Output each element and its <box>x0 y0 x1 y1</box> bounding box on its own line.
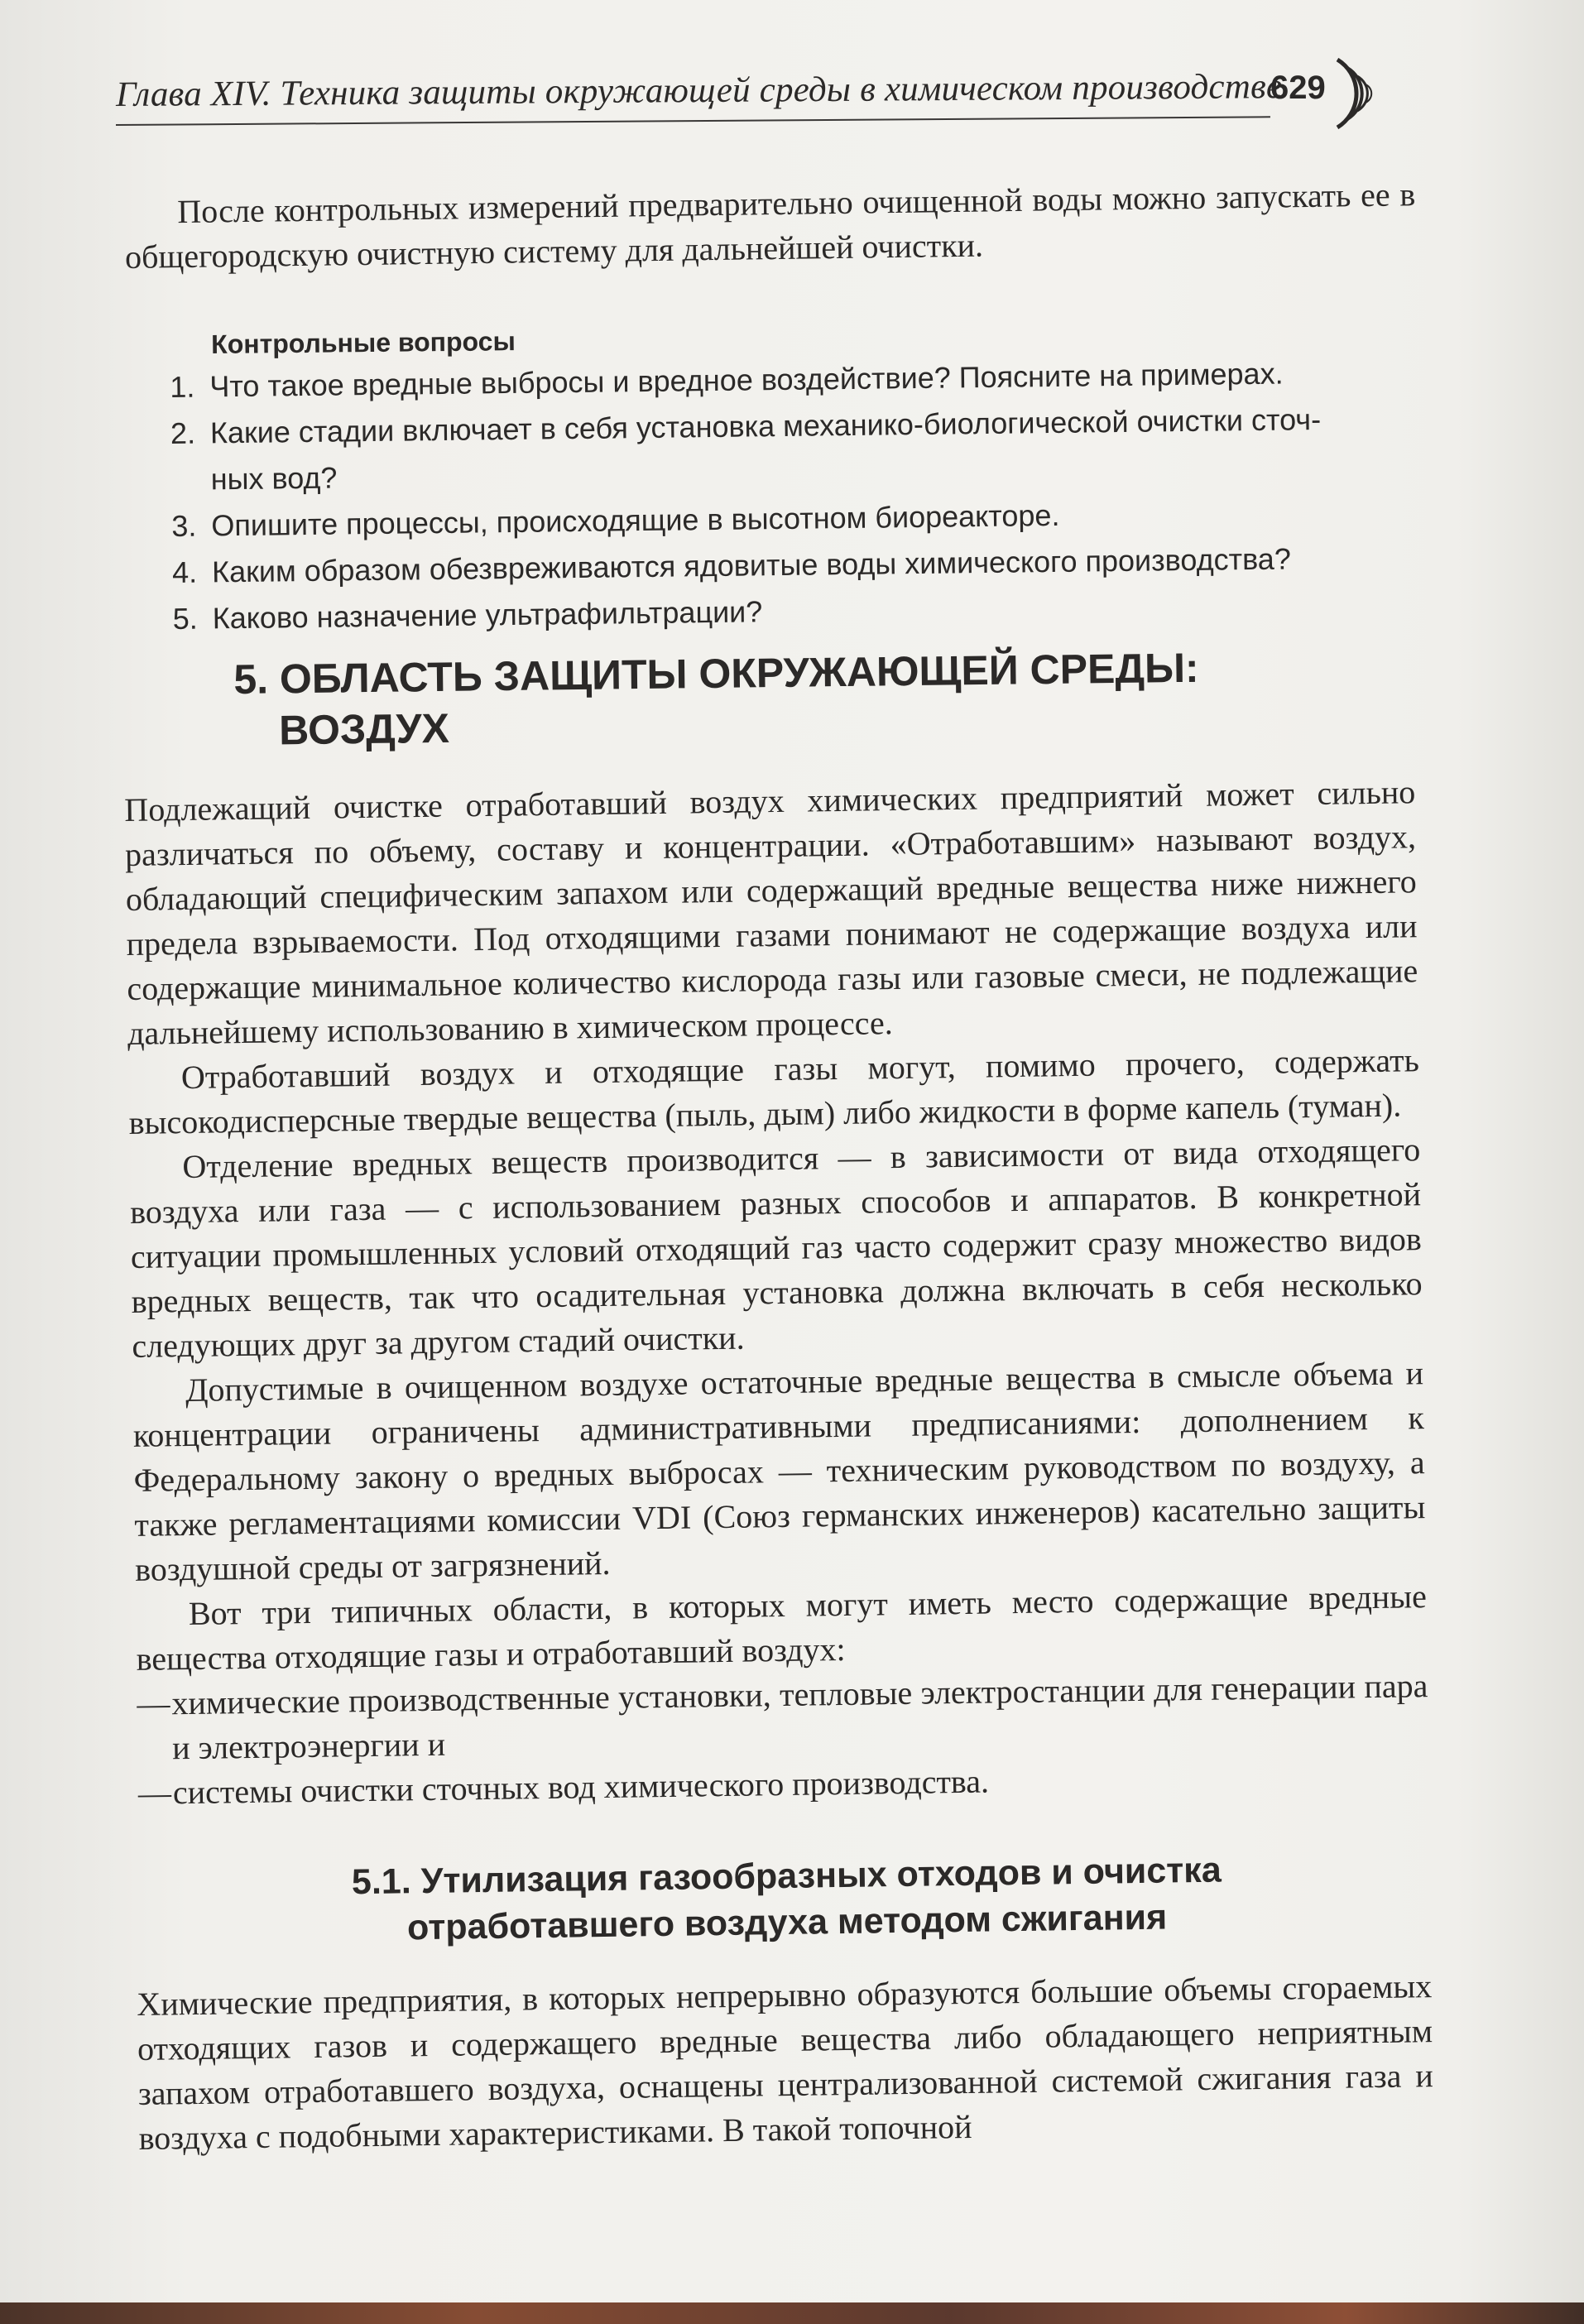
section-title <box>233 639 1426 756</box>
question-number: 1. <box>170 369 195 404</box>
question-text: Каково назначение ультрафильтрации? <box>212 594 763 636</box>
page-header <box>116 48 1390 139</box>
section-title-line2: ВОЗДУХ <box>278 704 450 754</box>
dash-item-text: системы очистки сточных вод химического производства. <box>172 1762 990 1812</box>
intro-text <box>124 172 1416 280</box>
question-text: Какие стадии включает в себя установка механико-биологической очистки сточ- <box>209 402 1322 450</box>
section-body <box>124 770 1429 1816</box>
body-paragraph: Вот три типичных области, в которых могут иметь место содержащие вредные вещества отходящие газы и отработавший воздух: <box>136 1577 1428 1678</box>
question-text: Опишите процессы, происходящие в высотном биореакторе. <box>211 497 1060 543</box>
subsection-title <box>248 1846 1325 1953</box>
dash-item-text: химические производственные установки, тепловые электростанции для генерации пара и электроэнергии и <box>171 1667 1428 1767</box>
control-questions-title: Контрольные вопросы <box>211 326 516 359</box>
control-questions-list <box>170 349 1394 642</box>
question-number: 2. <box>170 415 196 450</box>
section-title-line1: 5. ОБЛАСТЬ ЗАЩИТЫ ОКРУЖАЮЩЕЙ СРЕДЫ: <box>233 644 1199 703</box>
running-head: Глава XIV. Техника защиты окружающей среды в химическом производстве <box>115 67 1283 114</box>
question-text: Каким образом обезвреживаются ядовитые воды химического производства? <box>211 541 1292 589</box>
dash-marker: — <box>137 1774 172 1812</box>
body-paragraph: Отделение вредных веществ производится — в зависимости от вида отходящего воздуха или газа — с использованием разных способов и аппаратов. В конкретной ситуации промышленных условий отходящий газ часто содержит сразу множество видов вредных веществ, так что осадительная установка должна включать в себя несколько следующих друг за другом стадий очистки. <box>129 1131 1423 1365</box>
question-number: 3. <box>171 508 197 543</box>
subsection-title-line1: 5.1. Утилизация газообразных отходов и очистка <box>351 1850 1222 1903</box>
question-text-continuation: ных вод? <box>210 460 338 497</box>
body-paragraph: Подлежащий очистке отработавший воздух химических предприятий может сильно различаться по объему, составу и концентрации. «Отработавшим» называют воздух, обладающий специфическим запахом или содержащий вредные вещества ниже нижнего предела взрываемости. Под отходящими газами понимают не содержащие воздуха или содержащие минимальное количество кислорода газы или газовые смеси, не подлежащие дальнейшему использованию в химическом процессе. <box>124 773 1418 1052</box>
dash-marker: — <box>137 1684 170 1722</box>
subsection-paragraph: Химические предприятия, в которых непрерывно образуются большие объемы сгораемых отходящих газов и содержащего вредные вещества либо обладающего неприятным запахом отработавшего воздуха, оснащены централизованной системой сжигания газа и воздуха с подобными характеристиками. В такой топочной <box>137 1967 1434 2157</box>
question-number: 5. <box>172 601 199 636</box>
body-paragraph: Допустимые в очищенном воздухе остаточные вредные вещества в смысле объема и концентрации ограничены административными предписаниями: дополнением к Федеральному закону о вредных выбросах — техническим руководством по воздуху, а также регламентациями комиссии VDI (Союз германских инженеров) касательно защиты воздушной среды от загрязнений. <box>132 1354 1426 1588</box>
page-number: 629 <box>1270 70 1326 106</box>
body-paragraph: Отработавший воздух и отходящие газы могут, помимо прочего, содержать высокодисперсные твердые вещества (пыль, дым) либо жидкости в форме капель (туман). <box>128 1041 1420 1141</box>
header-rule <box>116 116 1270 126</box>
question-number: 4. <box>171 555 198 589</box>
intro-paragraph: После контрольных измерений предварительно очищенной воды можно запускать ее в общегородскую очистную систему для дальнейшей очистки. <box>124 175 1416 276</box>
question-text: Что такое вредные выбросы и вредное воздействие? Поясните на примерах. <box>209 356 1284 404</box>
subsection-body <box>137 1964 1434 2161</box>
page-number-ornament-icon <box>1331 48 1397 139</box>
subsection-title-line2: отработавшего воздуха методом сжигания <box>406 1897 1168 1948</box>
